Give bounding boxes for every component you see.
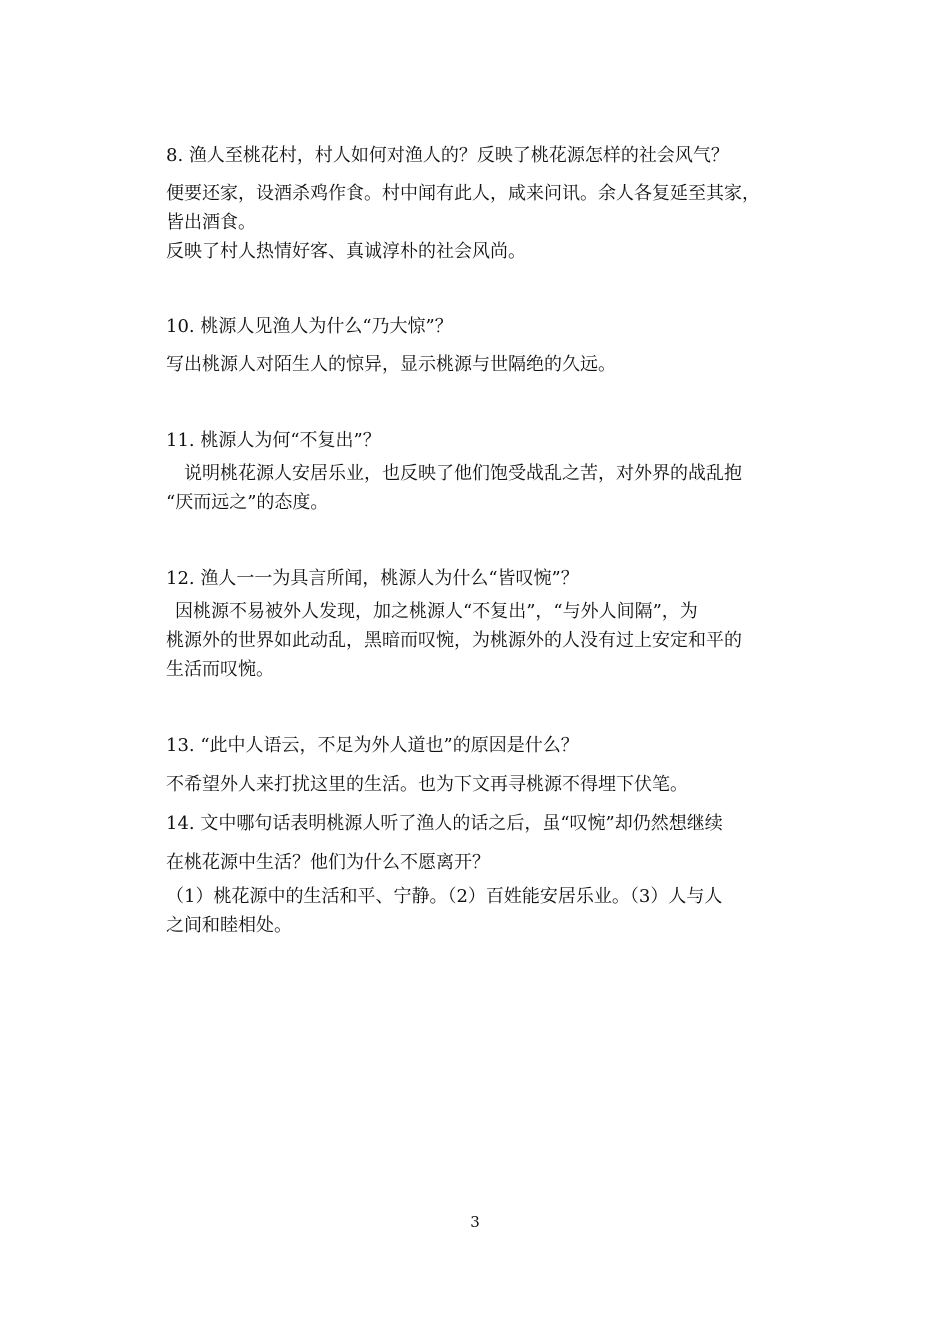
answer-13 xyxy=(166,770,788,799)
answer-line: 便要还家，设酒杀鸡作食。村中闻有此人，咸来问讯。余人各复延至其家， xyxy=(166,183,760,204)
question-8: 8. 渔人至桃花村，村人如何对渔人的？反映了桃花源怎样的社会风气？ xyxy=(166,145,729,166)
qa-item-13 xyxy=(166,731,788,799)
qa-item-11 xyxy=(166,426,788,517)
answer-line: 皆出酒食。 xyxy=(166,212,256,233)
question-13: 13. “此中人语云，不足为外人道也”的原因是什么？ xyxy=(166,735,579,756)
answer-line: 说明桃花源人安居乐业，也反映了他们饱受战乱之苦，对外界的战乱抱 xyxy=(184,463,742,484)
answer-line: 之间和睦相处。 xyxy=(166,915,292,936)
question-10: 10. 桃源人见渔人为什么“乃大惊”？ xyxy=(166,316,453,337)
document-body xyxy=(166,141,788,940)
answer-12 xyxy=(166,597,788,684)
answer-line: “厌而远之”的态度。 xyxy=(166,492,329,513)
qa-item-14 xyxy=(166,809,788,940)
answer-line: 不希望外人来打扰这里的生活。也为下文再寻桃源不得埋下伏笔。 xyxy=(166,774,688,795)
answer-line: 反映了村人热情好客、真诚淳朴的社会风尚。 xyxy=(166,241,526,262)
answer-11 xyxy=(166,459,788,517)
answer-line: 桃源外的世界如此动乱，黑暗而叹惋，为桃源外的人没有过上安定和平的 xyxy=(166,630,742,651)
question-line: 14. 文中哪句话表明桃源人听了渔人的话之后，虽“叹惋”却仍然想继续 xyxy=(166,813,723,834)
answer-line: 生活而叹惋。 xyxy=(166,659,274,680)
question-14 xyxy=(166,809,788,877)
answer-line: （1）桃花源中的生活和平、宁静。（2）百姓能安居乐业。（3）人与人 xyxy=(166,886,723,907)
qa-item-10 xyxy=(166,312,788,379)
answer-line: 因桃源不易被外人发现，加之桃源人“不复出”，“与外人间隔”，为 xyxy=(175,601,698,622)
question-12: 12. 渔人一一为具言所闻，桃源人为什么“皆叹惋”？ xyxy=(166,568,579,589)
answer-10 xyxy=(166,350,788,379)
qa-item-12 xyxy=(166,564,788,684)
question-line: 在桃花源中生活？他们为什么不愿离开？ xyxy=(166,852,490,873)
answer-14 xyxy=(166,882,788,940)
question-11: 11. 桃源人为何“不复出”？ xyxy=(166,430,381,451)
qa-item-8 xyxy=(166,141,788,266)
page-number: 3 xyxy=(470,1213,480,1231)
answer-line: 写出桃源人对陌生人的惊异，显示桃源与世隔绝的久远。 xyxy=(166,354,616,375)
answer-8 xyxy=(166,179,788,266)
